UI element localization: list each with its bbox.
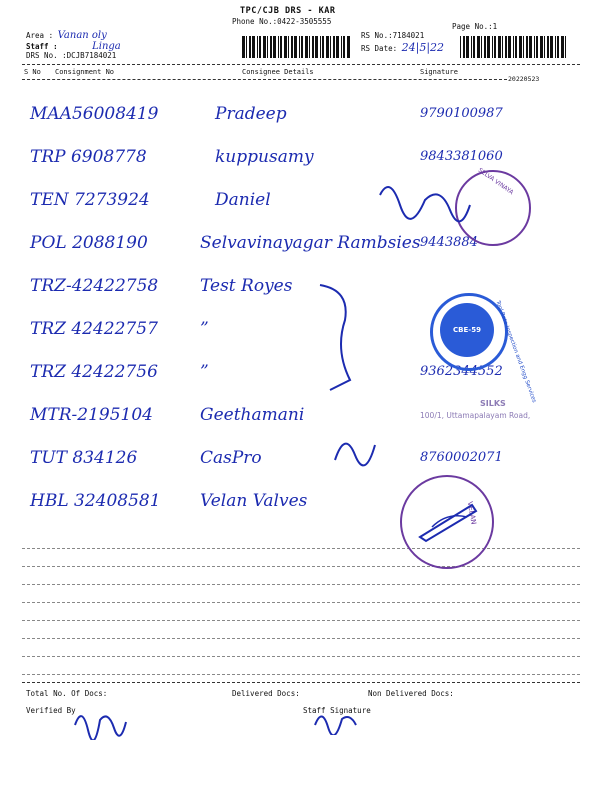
barcode-bar: [284, 36, 287, 58]
barcode-bar: [280, 36, 282, 58]
empty-row-line: [22, 548, 580, 549]
barcode-bar: [322, 36, 324, 58]
drs-value: DCJB7184021: [66, 51, 117, 60]
page-number: Page No.:1: [452, 22, 498, 31]
barcode-bar: [529, 36, 532, 58]
empty-row-line: [22, 602, 580, 603]
column-header-signature: Signature: [420, 68, 458, 76]
barcode-bar: [343, 36, 345, 58]
barcode-bar: [242, 36, 245, 58]
barcode-bar: [513, 36, 514, 58]
barcode-bar: [270, 36, 272, 58]
barcode-bar: [547, 36, 549, 58]
barcode-bar: [259, 36, 261, 58]
consignment-number: TRP 6908778: [30, 147, 147, 167]
empty-row-line: [22, 620, 580, 621]
barcode-bar: [291, 36, 293, 58]
barcode-right: [460, 36, 570, 58]
cbe-stamp: CBE-59: [440, 303, 494, 357]
rs-date-label: RS Date:: [361, 44, 398, 53]
consignment-number: TEN 7273924: [30, 190, 150, 210]
barcode-bar: [523, 36, 524, 58]
date-code: 20220523: [508, 75, 540, 83]
barcode-bar: [246, 36, 247, 58]
barcode-bar: [252, 36, 255, 58]
drs-field: [26, 51, 116, 60]
consignment-number: MAA56008419: [30, 104, 159, 124]
signature-cell: 9843381060: [420, 149, 503, 164]
pen-icon: [412, 497, 482, 547]
staff-signature: [310, 705, 360, 735]
consignee-name: Geethamani: [200, 405, 305, 425]
footer-divider: [22, 682, 580, 683]
phone-number: Phone No.:0422-3505555: [232, 17, 332, 26]
empty-row-line: [22, 674, 580, 675]
consignee-name: kuppusamy: [215, 147, 314, 167]
barcode-bar: [460, 36, 461, 58]
sheet-title: TPC/CJB DRS - KAR: [240, 6, 336, 16]
barcode-bar: [540, 36, 543, 58]
signature-scribble-3: [370, 175, 480, 235]
consignment-number: TRZ-42422758: [30, 276, 159, 296]
cbe-stamp-ring-text: Tool Rate Inspection and Engg Services: [494, 300, 537, 404]
column-header-sno: S No: [24, 68, 41, 76]
consignment-number: MTR-2195104: [30, 405, 154, 425]
verified-by-label: Verified By: [26, 706, 76, 715]
barcode-bar: [249, 36, 251, 58]
barcode-bar: [561, 36, 564, 58]
barcode-bar: [463, 36, 465, 58]
barcode-bar: [494, 36, 496, 58]
signature-cell: 9790100987: [420, 106, 503, 121]
column-header-consignment: Consignment No: [55, 68, 115, 76]
drs-label: DRS No. :: [26, 51, 67, 60]
column-header-consignee: Consignee Details: [242, 68, 314, 76]
barcode-bar: [555, 36, 556, 58]
barcode-bar: [347, 36, 350, 58]
barcode-bar: [330, 36, 331, 58]
consignee-name: ”: [200, 319, 209, 339]
rs-no-label: RS No.:: [361, 31, 393, 40]
selva-stamp-text: SELVA VINAYA: [476, 166, 515, 197]
barcode-bar: [534, 36, 535, 58]
barcode-bar: [508, 36, 511, 58]
barcode-bar: [550, 36, 553, 58]
signature-cell: 8760002071: [420, 450, 503, 465]
consignment-number: TRZ 42422757: [30, 319, 158, 339]
barcode-bar: [565, 36, 566, 58]
barcode-bar: [471, 36, 472, 58]
verifier-signature: [70, 700, 130, 740]
barcode-bar: [320, 36, 321, 58]
consignee-name: ”: [200, 362, 209, 382]
barcode-bar: [257, 36, 258, 58]
header-divider-bottom: [22, 79, 507, 80]
empty-row-line: [22, 638, 580, 639]
barcode-bar: [505, 36, 507, 58]
rs-date-value: 24|5|22: [401, 41, 445, 54]
barcode-bar: [299, 36, 300, 58]
barcode-bar: [341, 36, 342, 58]
barcode-bar: [288, 36, 289, 58]
barcode-bar: [536, 36, 538, 58]
consignment-number: POL 2088190: [30, 233, 148, 253]
barcode-bar: [484, 36, 486, 58]
barcode-bar: [526, 36, 528, 58]
consignment-number: TRZ 42422756: [30, 362, 158, 382]
barcode-bar: [477, 36, 480, 58]
consignee-name: Daniel: [215, 190, 271, 210]
barcode-bar: [557, 36, 559, 58]
barcode-bar: [544, 36, 545, 58]
header-divider-top: [22, 64, 580, 65]
barcode-bar: [498, 36, 501, 58]
signature-cell: 9443884: [420, 235, 478, 250]
barcode-bar: [294, 36, 297, 58]
velan-stamp-text: VELAN: [465, 500, 478, 526]
barcode-bar: [312, 36, 314, 58]
staff-label: Staff :: [26, 42, 58, 51]
consignee-name: Velan Valves: [200, 491, 308, 511]
rs-date: [361, 41, 444, 54]
consignee-name: CasPro: [200, 448, 262, 468]
delivered-docs-label: Delivered Docs:: [232, 689, 300, 698]
area-field: [26, 30, 107, 41]
barcode-bar: [326, 36, 329, 58]
barcode-bar: [473, 36, 475, 58]
empty-row-line: [22, 656, 580, 657]
area-label: Area :: [26, 31, 54, 40]
barcode-bar: [333, 36, 335, 58]
barcode-bar: [278, 36, 279, 58]
area-value: Vanan oly: [57, 30, 107, 41]
staff-value: Linga: [92, 41, 121, 52]
consignee-name: Pradeep: [215, 104, 287, 124]
address-stamp-title: SILKS: [480, 399, 506, 408]
barcode-bar: [515, 36, 517, 58]
signature-cell: 9362344552: [420, 364, 503, 379]
barcode-bar: [315, 36, 318, 58]
consignee-name: Selvavinayagar Rambsies: [200, 233, 421, 253]
barcode-bar: [267, 36, 268, 58]
barcode-bar: [309, 36, 310, 58]
barcode-bar: [502, 36, 503, 58]
consignment-number: HBL 32408581: [30, 491, 161, 511]
address-stamp: [395, 398, 545, 468]
non-delivered-docs-label: Non Delivered Docs:: [368, 689, 454, 698]
barcode-bar: [466, 36, 469, 58]
consignment-number: TUT 834126: [30, 448, 138, 468]
empty-row-line: [22, 584, 580, 585]
velan-stamp: [400, 475, 494, 569]
signature-scribble-9: [330, 430, 390, 470]
rs-number: [361, 31, 424, 40]
barcode-bar: [487, 36, 490, 58]
barcode-left: [242, 36, 352, 58]
consignee-name: Test Royes: [200, 276, 293, 296]
address-stamp-line: 100/1, Uttamapalayam Road,: [420, 411, 531, 420]
bracket-scribble: [305, 280, 365, 400]
barcode-bar: [305, 36, 308, 58]
barcode-bar: [481, 36, 482, 58]
barcode-bar: [263, 36, 266, 58]
empty-row-line: [22, 566, 580, 567]
barcode-bar: [301, 36, 303, 58]
barcode-bar: [492, 36, 493, 58]
barcode-bar: [336, 36, 339, 58]
barcode-bar: [519, 36, 522, 58]
barcode-bar: [273, 36, 276, 58]
rs-no-value: 7184021: [392, 31, 425, 40]
total-docs-label: Total No. Of Docs:: [26, 689, 108, 698]
staff-signature-label: Staff Signature: [303, 706, 371, 715]
